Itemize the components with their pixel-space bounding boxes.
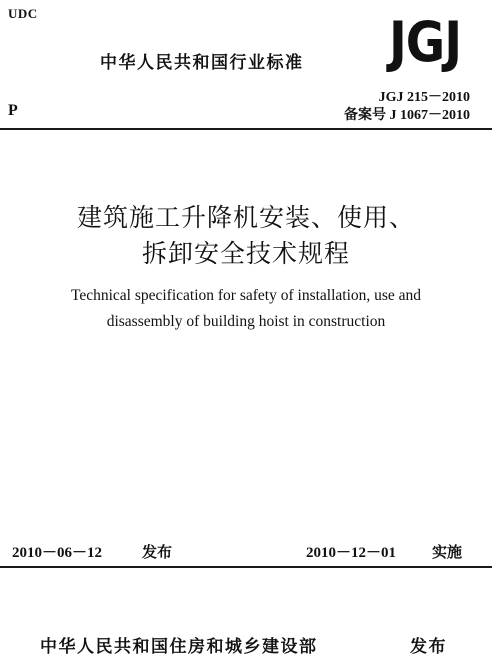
jgj-logo-text: JGJ — [388, 10, 462, 75]
standard-code: JGJ 215－2010 — [378, 90, 470, 105]
record-number: 备案号 J 1067－2010 — [344, 108, 470, 123]
footer-divider — [0, 566, 492, 568]
title-zh-line2: 拆卸安全技术规程 — [141, 239, 350, 268]
header-divider — [0, 128, 492, 130]
title-zh-line1: 建筑施工升降机安装、使用、 — [76, 203, 415, 232]
implement-label: 实施 — [432, 543, 463, 561]
standard-category: 中华人民共和国行业标准 — [100, 53, 304, 73]
publisher: 中华人民共和国住房和城乡建设部 — [40, 637, 318, 657]
class-letter: P — [8, 102, 18, 119]
udc-label: UDC — [8, 6, 38, 21]
title-en-line2: disassembly of building hoist in construction — [106, 313, 386, 330]
publish-label: 发布 — [410, 637, 447, 657]
issue-label: 发布 — [142, 543, 173, 561]
implement-date: 2010－12－01 — [306, 545, 397, 561]
issue-date: 2010－06－12 — [12, 545, 103, 561]
title-en-line1: Technical specification for safety of installation, use and — [70, 287, 422, 304]
jgj-logo — [370, 10, 480, 75]
